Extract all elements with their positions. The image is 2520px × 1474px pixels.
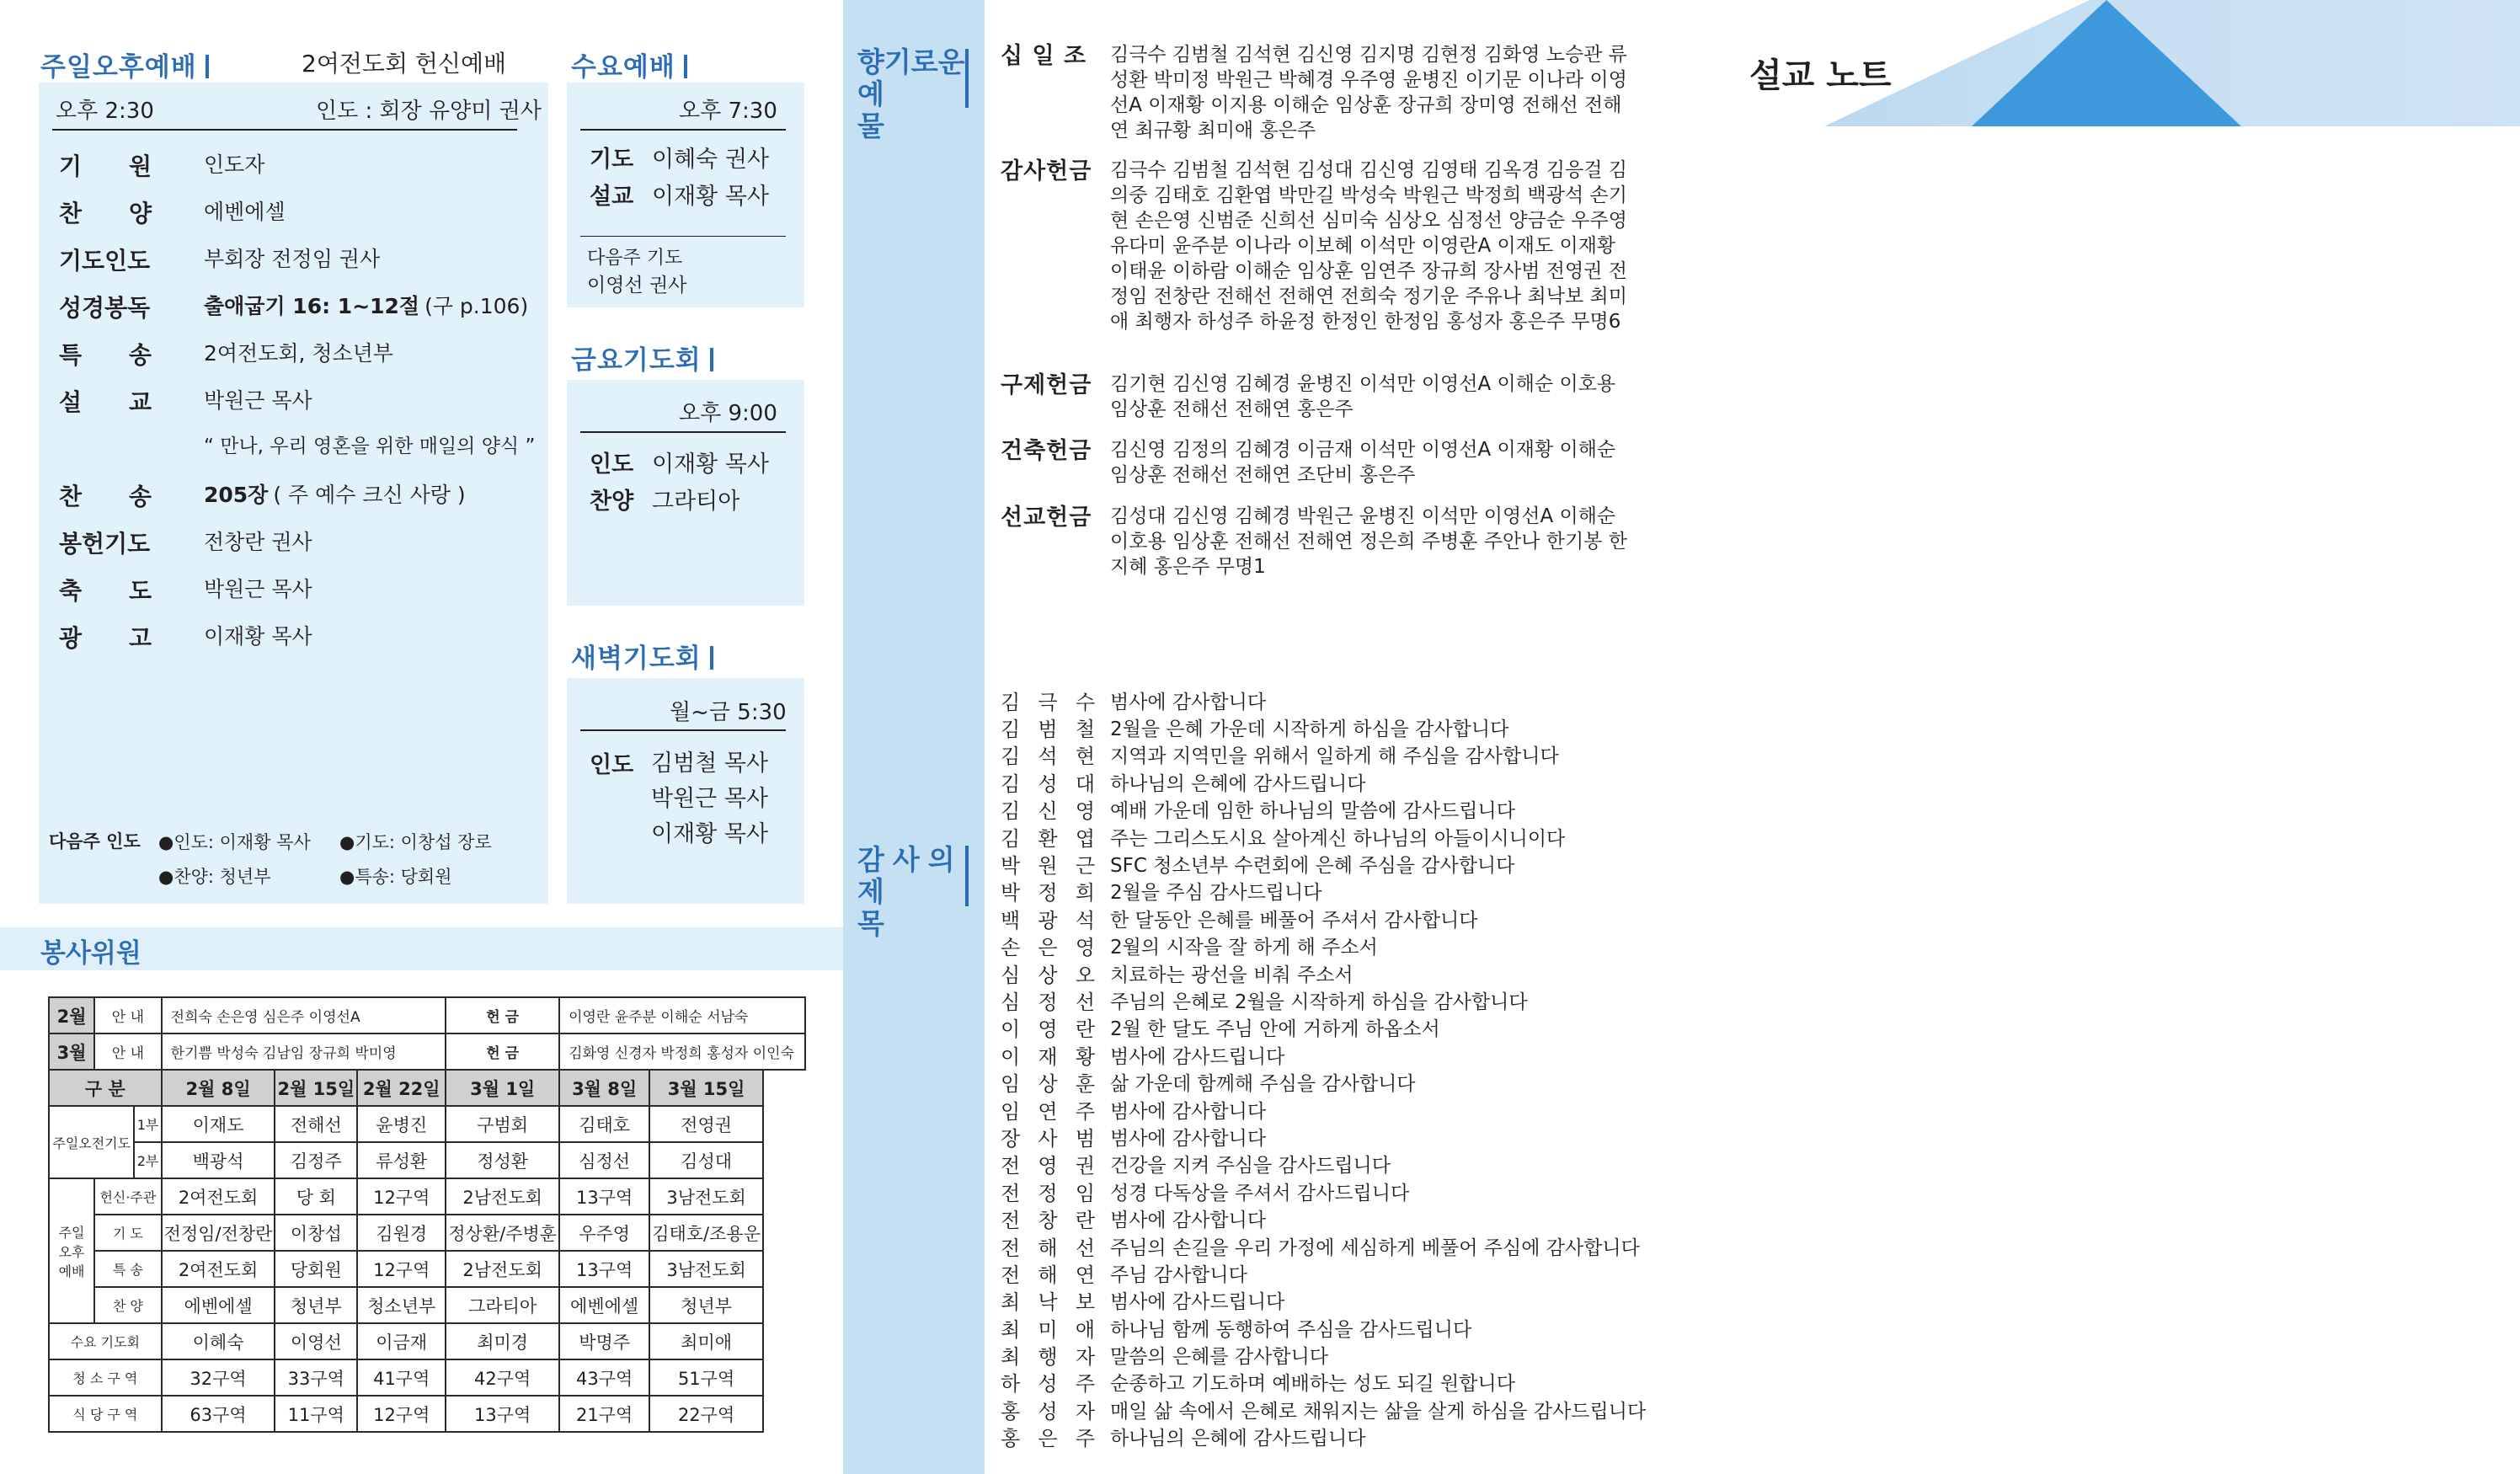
- sunday-order-item: [59, 243, 381, 276]
- bottom-key-cell: 수요 기도회: [49, 1323, 162, 1359]
- thanks-row: [1001, 1287, 1759, 1314]
- thanks-text: 범사에 감사합니다: [1110, 691, 1267, 713]
- row-key-cell: 1부: [134, 1106, 161, 1142]
- thanks-text: 삶 가운데 함께해 주심을 감사합니다: [1110, 1073, 1416, 1096]
- volunteer-bottom-row: [49, 1359, 805, 1396]
- row-key-cell: 헌신·주관: [94, 1178, 162, 1215]
- thanks-row: [1001, 1204, 1759, 1231]
- sunday-next-label: 다음주 인도: [49, 831, 141, 852]
- sunday-next-4: ●특송: 당회원: [339, 867, 452, 887]
- dawn-leads: [651, 746, 768, 852]
- wednesday-next-value: 이영선 권사: [587, 275, 687, 296]
- sunday-order-key: 기 원: [59, 152, 152, 180]
- thanks-name: 하 성 주: [1001, 1372, 1095, 1397]
- thanks-row: [1001, 1314, 1759, 1341]
- sunday-order-value: [204, 148, 264, 179]
- thanks-text: 2월을 주심 감사드립니다: [1110, 882, 1322, 905]
- dawn-lead-key: 인도: [590, 752, 634, 778]
- row-value-cell: 22구역: [649, 1396, 763, 1432]
- sunday-order-value: [204, 195, 286, 226]
- thanks-text: 주님의 손길을 우리 가정에 세심하게 베풀어 주심에 감사합니다: [1110, 1236, 1640, 1259]
- row-value-cell: 전해선: [275, 1106, 357, 1142]
- thanks-name: 심 상 오: [1001, 963, 1095, 987]
- offering-row: [1001, 42, 1641, 143]
- wednesday-pray-key: 기도: [590, 147, 634, 173]
- sunday-order-item: [59, 573, 312, 606]
- pm-group-word: 예배: [58, 1263, 85, 1279]
- thanks-label-line1: 감사의: [857, 843, 964, 876]
- row-key-cell: 찬 양: [94, 1287, 162, 1323]
- thanks-text: 2월 한 달도 주님 안에 거하게 하옵소서: [1110, 1018, 1440, 1041]
- sunday-order-value-note: ( 주 예수 크신 사랑 ): [273, 483, 466, 507]
- pm-group-word: 오후: [58, 1243, 85, 1260]
- offering-type: 십 일 조: [1001, 43, 1087, 69]
- volunteer-data-row: [49, 1215, 805, 1251]
- thanks-row: [1001, 823, 1759, 850]
- row-value-cell: 13구역: [559, 1178, 649, 1215]
- usher-names-cell: 한기쁨 박성숙 김남임 장규희 박미영: [162, 1033, 446, 1070]
- offering-names: 김극수 김범철 김석현 김신영 김지명 김현정 김화영 노승관 류성환 박미정 박원근 박혜경 우주영 윤병진 이기문 이나라 이영선A 이재황 이지용 이해순 임상훈 장규희 장미영 전해선 전해연 최규황 최미애 홍은주: [1110, 44, 1627, 142]
- thanks-name: 전 영 권: [1001, 1154, 1095, 1178]
- sunday-next-1: ●인도: 이재황 목사: [158, 832, 311, 852]
- offering-names: 김성대 김신영 김혜경 박원근 윤병진 이석만 이영선A 이해순 이호용 임상훈 전해선 전해연 정은희 주병훈 주안나 한기봉 한지혜 홍은주 무명1: [1110, 505, 1627, 578]
- sunday-order-value-main: 이재황 목사: [204, 624, 312, 649]
- thanks-name: 이 재 황: [1001, 1044, 1095, 1069]
- thanks-text: 지역과 지역민을 위해서 일하게 해 주심을 감사합니다: [1110, 745, 1559, 768]
- row-value-cell: 김정주: [275, 1142, 357, 1178]
- row-value-cell: 우주영: [559, 1215, 649, 1251]
- row-value-cell: 백광석: [162, 1142, 275, 1178]
- thanks-text: 주님의 은혜로 2월을 시작하게 하심을 감사합니다: [1110, 991, 1528, 1013]
- sermon-note-title: 설교 노트: [1749, 56, 1892, 95]
- sunday-order-item: [59, 478, 466, 512]
- thanks-row: [1001, 713, 1759, 740]
- sunday-order-key: 기도인도: [59, 247, 151, 275]
- row-value-cell: 전영권: [649, 1106, 763, 1142]
- wednesday-title: 수요예배: [571, 45, 687, 83]
- volunteer-data-row: [49, 1106, 805, 1142]
- sunday-order-value: [204, 290, 528, 320]
- row-value-cell: 2남전도회: [446, 1251, 559, 1287]
- thanks-row: [1001, 1259, 1759, 1286]
- row-value-cell: 전정임/전창란: [162, 1215, 275, 1251]
- usher-label-cell: 안 내: [94, 997, 162, 1033]
- thanks-row: [1001, 1068, 1759, 1095]
- row-value-cell: 최미애: [649, 1323, 763, 1359]
- wednesday-next-label: 다음주 기도: [587, 248, 683, 269]
- thanks-text: 범사에 감사합니다: [1110, 1100, 1267, 1123]
- offerings-label-line1: 향기로운: [857, 45, 965, 78]
- thanks-name: 전 해 선: [1001, 1236, 1095, 1260]
- offering-names-cell: 이영란 윤주분 이해순 서남숙: [559, 997, 805, 1033]
- sunday-order-value-main: 박원근 목사: [204, 388, 312, 413]
- offering-names: 김신영 김정의 김혜경 이금재 이석만 이영선A 이재황 이해순 임상훈 전해선 전해연 조단비 홍은주: [1110, 439, 1616, 486]
- row-value-cell: 이영선: [275, 1323, 357, 1359]
- offering-names: 김극수 김범철 김석현 김성대 김신영 김영태 김옥경 김응걸 김의중 김태호 김환엽 박만길 박성숙 박원근 박정희 백광석 손기현 손은영 신범준 신희선 심미숙 심상오 심정선 양금순 우주영 유다미 윤주분 이나라 이보혜 이석만 이영란A 이재도 이재황 이태윤 이하람 이해순 임상훈 임연주 장규희 장사범 전영권 전정임 전창란 전해선 전해연 전희숙 정기운 주유나 최낙보 최미애 최행자 하성주 하윤정 한정인 한정임 홍성자 홍은주 무명6: [1110, 159, 1627, 333]
- thanks-text: 순종하고 기도하며 예배하는 성도 되길 원합니다: [1110, 1373, 1515, 1396]
- row-value-cell: 43구역: [559, 1359, 649, 1396]
- row-value-cell: 청년부: [275, 1287, 357, 1323]
- sunday-order-key: 특 송: [59, 341, 152, 369]
- sunday-order-key: 성경봉독: [59, 294, 151, 322]
- row-key-cell: 기 도: [94, 1215, 162, 1251]
- thanks-name: 전 정 임: [1001, 1181, 1095, 1205]
- usher-label-cell: 안 내: [94, 1033, 162, 1070]
- wednesday-pray-value: 이혜숙 권사: [652, 147, 769, 173]
- thanks-row: [1001, 959, 1759, 986]
- thanks-row: [1001, 850, 1759, 877]
- volunteer-bottom-row: [49, 1396, 805, 1432]
- offering-row: [1001, 437, 1641, 488]
- thanks-name: 홍 은 주: [1001, 1427, 1095, 1451]
- offering-names-cell: 김화영 신경자 박정희 홍성자 이인숙: [559, 1033, 805, 1070]
- wednesday-sermon-value: 이재황 목사: [652, 184, 769, 210]
- row-value-cell: 이재도: [162, 1106, 275, 1142]
- row-value-cell: 당 회: [275, 1178, 357, 1215]
- row-value-cell: 2여전도회: [162, 1178, 275, 1215]
- sunday-order-item: [59, 148, 265, 182]
- wednesday-divider: [580, 129, 786, 131]
- volunteer-data-row: [49, 1142, 805, 1178]
- sunday-order-value: [204, 337, 393, 367]
- thanks-name: 최 미 애: [1001, 1317, 1095, 1342]
- month-cell: 2월: [49, 997, 94, 1033]
- friday-lead-value: 이재황 목사: [652, 451, 769, 478]
- thanks-text: 주는 그리스도시요 살아계신 하나님의 아들이시니이다: [1110, 827, 1566, 850]
- thanks-text: 범사에 감사드립니다: [1110, 1045, 1285, 1068]
- thanks-text: 하나님의 은혜에 감사드립니다: [1110, 772, 1366, 795]
- volunteer-month-row: [49, 997, 805, 1033]
- row-value-cell: 13구역: [559, 1251, 649, 1287]
- row-value-cell: 2여전도회: [162, 1251, 275, 1287]
- thanks-text: 범사에 감사합니다: [1110, 1127, 1267, 1150]
- thanks-text: SFC 청소년부 수련회에 은혜 주심을 감사합니다: [1110, 855, 1515, 878]
- row-value-cell: 42구역: [446, 1359, 559, 1396]
- sunday-order-value: [204, 526, 312, 556]
- thanks-name: 박 정 희: [1001, 881, 1095, 905]
- thanks-row: [1001, 932, 1759, 959]
- sunday-order-value-main: 출애굽기 16: 1~12절: [204, 294, 420, 318]
- thanks-row: [1001, 1123, 1759, 1150]
- pm-group-word: 주일: [58, 1224, 85, 1241]
- thanks-name: 임 연 주: [1001, 1099, 1095, 1124]
- row-key-cell: 2부: [134, 1142, 161, 1178]
- sunday-order-value: [204, 573, 312, 603]
- volunteer-data-row: [49, 1251, 805, 1287]
- row-value-cell: 12구역: [357, 1396, 446, 1432]
- bottom-key-cell: 청 소 구 역: [49, 1359, 162, 1396]
- row-value-cell: 구범회: [446, 1106, 559, 1142]
- thanks-list: [1001, 686, 1759, 1450]
- head-date-cell: 3월 1일: [446, 1070, 559, 1106]
- thanks-name: 김 환 엽: [1001, 826, 1095, 851]
- row-value-cell: 심정선: [559, 1142, 649, 1178]
- row-value-cell: 김태호/조용운: [649, 1215, 763, 1251]
- row-value-cell: 21구역: [559, 1396, 649, 1432]
- sunday-order-key: 찬 송: [59, 483, 152, 510]
- dawn-lead-1: 김범철 목사: [651, 750, 768, 777]
- sunday-order-key: 설 교: [59, 388, 152, 416]
- thanks-text: 2월을 은혜 가운데 시작하게 하심을 감사합니다: [1110, 718, 1509, 741]
- sunday-order-item: [59, 337, 393, 371]
- thanks-name: 전 창 란: [1001, 1209, 1095, 1233]
- thanks-row: [1001, 1396, 1759, 1423]
- offering-row: [1001, 158, 1641, 334]
- sunday-title: 주일오후예배: [40, 45, 209, 83]
- thanks-name: 박 원 근: [1001, 854, 1095, 879]
- middle-blue-band: [843, 0, 985, 1474]
- offerings-label-rule: [965, 49, 969, 108]
- volunteer-month-row: [49, 1033, 805, 1070]
- offering-names: 김기현 김신영 김혜경 윤병진 이석만 이영선A 이해순 이호용 임상훈 전해선 전해연 홍은주: [1110, 373, 1616, 420]
- pm-group-cell: [49, 1178, 94, 1323]
- thanks-name: 김 석 현: [1001, 745, 1095, 769]
- head-date-cell: 2월 22일: [357, 1070, 446, 1106]
- friday-lead-key: 인도: [590, 451, 634, 478]
- volunteer-data-row: [49, 1287, 805, 1323]
- row-key-cell: 특 송: [94, 1251, 162, 1287]
- sunday-order-value-main: 인도자: [204, 152, 265, 177]
- sunday-next-3: ●찬양: 청년부: [158, 867, 271, 887]
- row-value-cell: 63구역: [162, 1396, 275, 1432]
- dawn-lead-3: 이재황 목사: [651, 821, 768, 847]
- sunday-time: 오후 2:30: [56, 99, 154, 124]
- offering-row: [1001, 504, 1641, 579]
- sunday-order-item: [59, 526, 312, 559]
- row-value-cell: 41구역: [357, 1359, 446, 1396]
- thanks-text: 건강을 지켜 주심을 감사드립니다: [1110, 1155, 1391, 1178]
- row-value-cell: 당회원: [275, 1251, 357, 1287]
- row-value-cell: 류성환: [357, 1142, 446, 1178]
- wednesday-time: 오후 7:30: [679, 99, 777, 124]
- thanks-name: 김 신 영: [1001, 799, 1095, 824]
- month-cell: 3월: [49, 1033, 94, 1070]
- sunday-order-value-main: “ 만나, 우리 영혼을 위한 매일의 양식 ”: [204, 435, 536, 457]
- row-value-cell: 김태호: [559, 1106, 649, 1142]
- offerings-label: [857, 46, 967, 142]
- head-category-cell: 구 분: [49, 1070, 162, 1106]
- sunday-order-item: [59, 195, 286, 229]
- volunteer-head-row: [49, 1070, 805, 1106]
- sunday-leader: 인도 : 회장 유양미 권사: [316, 99, 542, 124]
- row-value-cell: 3남전도회: [649, 1178, 763, 1215]
- thanks-text: 범사에 감사합니다: [1110, 1210, 1267, 1232]
- row-value-cell: 2남전도회: [446, 1178, 559, 1215]
- sunday-order-item: [59, 290, 529, 323]
- thanks-label-rule: [965, 846, 969, 906]
- thanks-row: [1001, 1232, 1759, 1259]
- sunday-order-value: [204, 430, 535, 458]
- row-value-cell: 이금재: [357, 1323, 446, 1359]
- thanks-text: 하나님의 은혜에 감사드립니다: [1110, 1428, 1366, 1450]
- thanks-name: 최 낙 보: [1001, 1290, 1095, 1315]
- row-value-cell: 12구역: [357, 1251, 446, 1287]
- thanks-text: 하나님 함께 동행하여 주심을 감사드립니다: [1110, 1318, 1472, 1341]
- sunday-order-value-main: 에벤에셀: [204, 200, 286, 224]
- row-value-cell: 33구역: [275, 1359, 357, 1396]
- thanks-row: [1001, 1341, 1759, 1368]
- row-value-cell: 윤병진: [357, 1106, 446, 1142]
- wednesday-sermon-key: 설교: [590, 184, 634, 210]
- thanks-name: 임 상 훈: [1001, 1072, 1095, 1097]
- sunday-order-value: [204, 384, 312, 414]
- thanks-text: 범사에 감사드립니다: [1110, 1291, 1285, 1314]
- sunday-order-item: [59, 620, 312, 654]
- thanks-row: [1001, 1096, 1759, 1123]
- head-date-cell: 2월 15일: [275, 1070, 357, 1106]
- row-value-cell: 이창섭: [275, 1215, 357, 1251]
- row-value-cell: 정상환/주병훈: [446, 1215, 559, 1251]
- offering-type: 구제헌금: [1001, 372, 1092, 398]
- thanks-text: 매일 삶 속에서 은혜로 채워지는 삶을 살게 하심을 감사드립니다: [1110, 1400, 1647, 1423]
- sunday-divider: [52, 129, 517, 131]
- sunday-order-value-main: 부회장 전정임 권사: [204, 247, 381, 271]
- head-date-cell: 3월 15일: [649, 1070, 763, 1106]
- thanks-name: 최 행 자: [1001, 1345, 1095, 1370]
- thanks-label-line2: 제 목: [857, 875, 906, 940]
- dawn-title: 새벽기도회: [571, 637, 713, 675]
- dawn-divider: [580, 729, 786, 731]
- thanks-text: 말씀의 은혜를 감사합니다: [1110, 1346, 1329, 1369]
- row-value-cell: 13구역: [446, 1396, 559, 1432]
- volunteers-title: 봉사위원: [40, 938, 141, 969]
- thanks-text: 성경 다독상을 주셔서 감사드립니다: [1110, 1182, 1410, 1204]
- row-value-cell: 청년부: [649, 1287, 763, 1323]
- wednesday-rows: [590, 142, 769, 216]
- thanks-name: 김 성 대: [1001, 772, 1095, 796]
- thanks-row: [1001, 1423, 1759, 1450]
- row-value-cell: 에벤에셀: [162, 1287, 275, 1323]
- friday-praise-key: 찬양: [590, 489, 634, 515]
- offering-type: 감사헌금: [1001, 158, 1092, 184]
- thanks-row: [1001, 768, 1759, 795]
- thanks-name: 손 은 영: [1001, 936, 1095, 960]
- sunday-order-value-note: (구 p.106): [424, 294, 529, 318]
- prayer-group-cell: 주일오전기도: [49, 1106, 134, 1178]
- thanks-row: [1001, 1369, 1759, 1396]
- friday-time: 오후 9:00: [679, 401, 777, 426]
- thanks-row: [1001, 1041, 1759, 1068]
- dawn-time: 월~금 5:30: [670, 700, 787, 725]
- row-value-cell: 청소년부: [357, 1287, 446, 1323]
- row-value-cell: 에벤에셀: [559, 1287, 649, 1323]
- volunteer-data-row: [49, 1178, 805, 1215]
- thanks-text: 한 달동안 은혜를 베풀어 주셔서 감사합니다: [1110, 909, 1478, 932]
- row-value-cell: 11구역: [275, 1396, 357, 1432]
- thanks-label: [857, 844, 967, 940]
- thanks-row: [1001, 905, 1759, 932]
- row-value-cell: 최미경: [446, 1323, 559, 1359]
- thanks-name: 장 사 범: [1001, 1126, 1095, 1151]
- row-value-cell: 그라티아: [446, 1287, 559, 1323]
- offerings-label-line2: 예 물: [857, 77, 906, 142]
- thanks-text: 예배 가운데 임한 하나님의 말씀에 감사드립니다: [1110, 800, 1515, 823]
- friday-rows: [590, 446, 769, 521]
- sunday-order-value-main: 전창란 권사: [204, 530, 312, 554]
- thanks-row: [1001, 986, 1759, 1013]
- bottom-key-cell: 식 당 구 역: [49, 1396, 162, 1432]
- thanks-name: 백 광 석: [1001, 908, 1095, 932]
- friday-title: 금요기도회: [571, 339, 713, 377]
- offering-label-cell: 헌 금: [446, 1033, 559, 1070]
- usher-names-cell: 전희숙 손은영 심은주 이영선A: [162, 997, 446, 1033]
- sunday-order-value-main: 2여전도회, 청소년부: [204, 341, 393, 366]
- row-value-cell: 박명주: [559, 1323, 649, 1359]
- row-value-cell: 32구역: [162, 1359, 275, 1396]
- thanks-name: 이 영 란: [1001, 1017, 1095, 1042]
- sunday-order-value-main: 박원근 목사: [204, 577, 312, 601]
- volunteers-table: [48, 996, 806, 1433]
- row-value-cell: 김성대: [649, 1142, 763, 1178]
- thanks-text: 2월의 시작을 잘 하게 해 주소서: [1110, 937, 1378, 959]
- thanks-name: 전 해 연: [1001, 1263, 1095, 1287]
- offering-type: 건축헌금: [1001, 438, 1092, 464]
- sunday-next-2: ●기도: 이창섭 장로: [339, 832, 492, 852]
- row-value-cell: 3남전도회: [649, 1251, 763, 1287]
- row-value-cell: 김원경: [357, 1215, 446, 1251]
- thanks-name: 홍 성 자: [1001, 1399, 1095, 1423]
- sermon-note-banner: [1685, 0, 2520, 126]
- thanks-row: [1001, 741, 1759, 768]
- sunday-order-value-main: 205장: [204, 483, 269, 507]
- sunday-order-key: 축 도: [59, 577, 152, 605]
- thanks-text: 주님 감사합니다: [1110, 1263, 1247, 1286]
- row-value-cell: 12구역: [357, 1178, 446, 1215]
- thanks-text: 치료하는 광선을 비춰 주소서: [1110, 964, 1353, 986]
- sunday-order-key: 광 고: [59, 624, 152, 652]
- row-value-cell: 51구역: [649, 1359, 763, 1396]
- thanks-row: [1001, 1014, 1759, 1041]
- row-value-cell: 정성환: [446, 1142, 559, 1178]
- row-value-cell: 이혜숙: [162, 1323, 275, 1359]
- offering-row: [1001, 371, 1641, 422]
- offering-type: 선교헌금: [1001, 505, 1092, 531]
- offering-label-cell: 헌 금: [446, 997, 559, 1033]
- thanks-row: [1001, 686, 1759, 713]
- thanks-name: 김 극 수: [1001, 690, 1095, 714]
- friday-praise-value: 그라티아: [652, 489, 740, 515]
- sunday-subtitle: 2여전도회 헌신예배: [302, 50, 507, 77]
- sunday-order-value: [204, 620, 312, 650]
- volunteer-bottom-row: [49, 1323, 805, 1359]
- thanks-name: 심 정 선: [1001, 991, 1095, 1014]
- head-date-cell: 2월 8일: [162, 1070, 275, 1106]
- head-date-cell: 3월 8일: [559, 1070, 649, 1106]
- thanks-row: [1001, 796, 1759, 823]
- thanks-row: [1001, 1151, 1759, 1178]
- sunday-order-key: 봉헌기도: [59, 530, 151, 558]
- dawn-lead-2: 박원근 목사: [651, 786, 768, 812]
- thanks-name: 김 범 철: [1001, 718, 1095, 742]
- sunday-order-key: 찬 양: [59, 200, 152, 227]
- sunday-order-item: [59, 384, 312, 418]
- thanks-row: [1001, 1178, 1759, 1204]
- thanks-row: [1001, 878, 1759, 905]
- wednesday-line2: [580, 236, 786, 237]
- friday-divider: [580, 431, 786, 433]
- sunday-order-value: [204, 478, 466, 509]
- sunday-order-value: [204, 243, 380, 273]
